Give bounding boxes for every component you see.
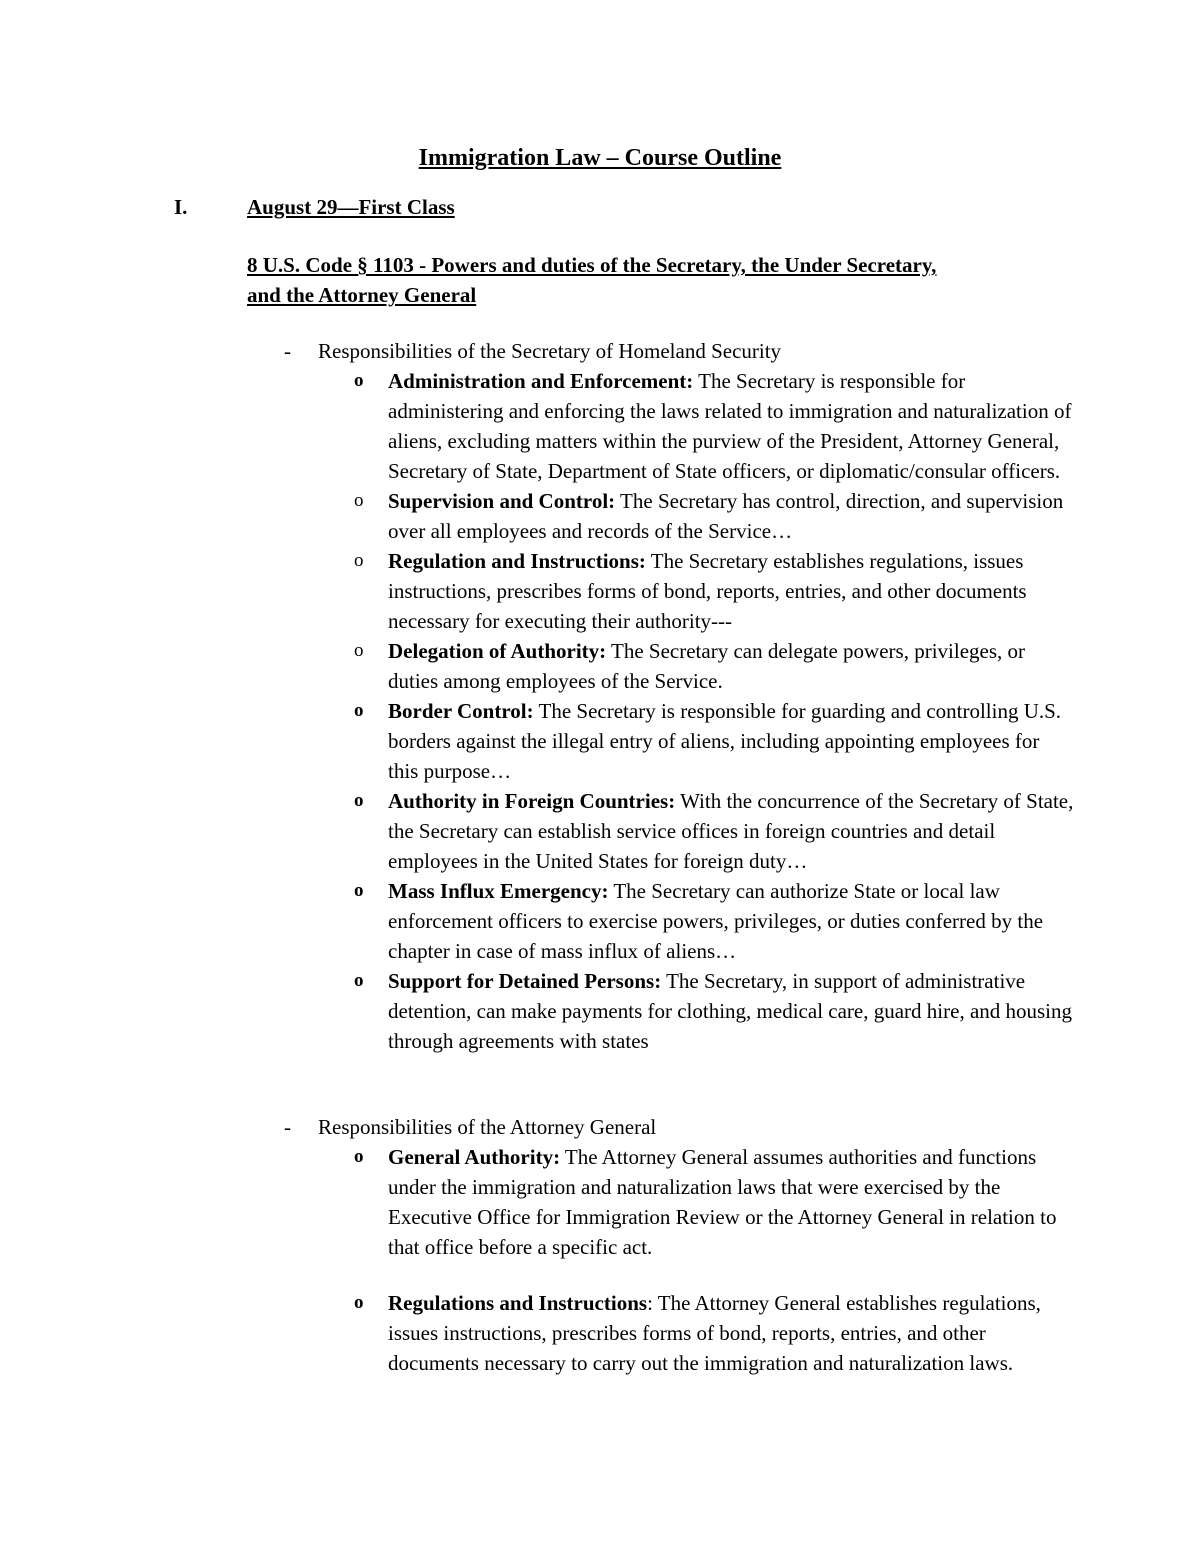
item-text: The Secretary is responsible for guarding and controlling U.S. borders against the illegal entry of aliens, including appointing employees for this purpose…: [388, 699, 1062, 783]
item-term: Supervision and Control:: [388, 489, 616, 513]
secretary-heading: Responsibilities of the Secretary of Homeland Security: [318, 339, 782, 363]
item-term: Administration and Enforcement:: [388, 369, 694, 393]
bullet-marker: o: [354, 880, 364, 901]
attorney-general-heading-row: [284, 1112, 1074, 1142]
bullet-marker: o: [354, 1292, 364, 1313]
item-term: Mass Influx Emergency:: [388, 879, 609, 903]
dash-marker: -: [284, 339, 291, 363]
item-text: The Secretary establishes regulations, issues instructions, prescribes forms of bond, reports, entries, and other documents necessary for executing their authority---: [388, 549, 1027, 633]
list-item: [284, 1288, 1074, 1378]
item-term: Border Control:: [388, 699, 534, 723]
item-term: Regulations and Instructions: [388, 1291, 648, 1315]
item-text: The Secretary is responsible for administering and enforcing the laws related to immigration and naturalization of aliens, excluding matters within the purview of the President, Attorney General, Secretary of State, Department of State officers, or diplomatic/consular officers.: [388, 369, 1072, 483]
item-text: The Secretary has control, direction, and supervision over all employees and records of the Service…: [388, 489, 1064, 543]
bullet-marker: o: [354, 970, 364, 991]
item-text: The Secretary can authorize State or local law enforcement officers to exercise powers, privileges, or duties conferred by the chapter in case of mass influx of aliens…: [388, 879, 1044, 963]
attorney-general-responsibilities: [284, 1112, 1074, 1378]
bullet-marker: o: [354, 1146, 364, 1167]
item-text: The Attorney General assumes authorities and functions under the immigration and naturalization laws that were exercised by the Executive Office for Immigration Review or the Attorney General in relation to that office before a specific act.: [388, 1145, 1057, 1259]
item-term: Delegation of Authority:: [388, 639, 607, 663]
section-number: I.: [174, 195, 188, 219]
bullet-marker: o: [354, 370, 364, 391]
list-item: [284, 636, 1074, 696]
item-text: : The Attorney General establishes regulations, issues instructions, prescribes forms of bond, reports, entries, and other documents necessary to carry out the immigration and naturalization laws.: [388, 1291, 1041, 1375]
attorney-general-heading: Responsibilities of the Attorney General: [318, 1115, 657, 1139]
code-heading-line1: 8 U.S. Code § 1103 - Powers and duties of the Secretary, the Under Secretary,: [247, 253, 937, 277]
secretary-list: [284, 366, 1074, 1056]
bullet-marker: o: [354, 550, 364, 571]
code-heading: [247, 250, 1047, 310]
list-item: [284, 696, 1074, 786]
dash-marker: -: [284, 1115, 291, 1139]
item-term: Regulation and Instructions:: [388, 549, 646, 573]
page-title: Immigration Law – Course Outline: [418, 145, 782, 171]
list-item: [284, 546, 1074, 636]
attorney-general-list: [284, 1142, 1074, 1378]
list-item: [284, 966, 1074, 1056]
list-item: [284, 1142, 1074, 1262]
item-term: Authority in Foreign Countries:: [388, 789, 676, 813]
bullet-marker: o: [354, 640, 364, 661]
list-item: [284, 486, 1074, 546]
item-text: The Secretary, in support of administrative detention, can make payments for clothing, medical care, guard hire, and housing through agreements with states: [388, 969, 1073, 1053]
secretary-heading-row: [284, 336, 1074, 366]
item-text: With the concurrence of the Secretary of State, the Secretary can establish service offices in foreign countries and detail employees in the United States for foreign duty…: [388, 789, 1074, 873]
list-item: [284, 366, 1074, 486]
list-item: [284, 786, 1074, 876]
item-text: The Secretary can delegate powers, privileges, or duties among employees of the Service.: [388, 639, 1026, 693]
bullet-marker: o: [354, 700, 364, 721]
bullet-marker: o: [354, 790, 364, 811]
code-heading-line2: and the Attorney General: [247, 283, 477, 307]
secretary-responsibilities: [284, 336, 1074, 1056]
bullet-marker: o: [354, 490, 364, 511]
item-term: General Authority:: [388, 1145, 561, 1169]
item-term: Support for Detained Persons:: [388, 969, 662, 993]
list-item: [284, 876, 1074, 966]
section-heading: August 29—First Class: [247, 195, 455, 219]
